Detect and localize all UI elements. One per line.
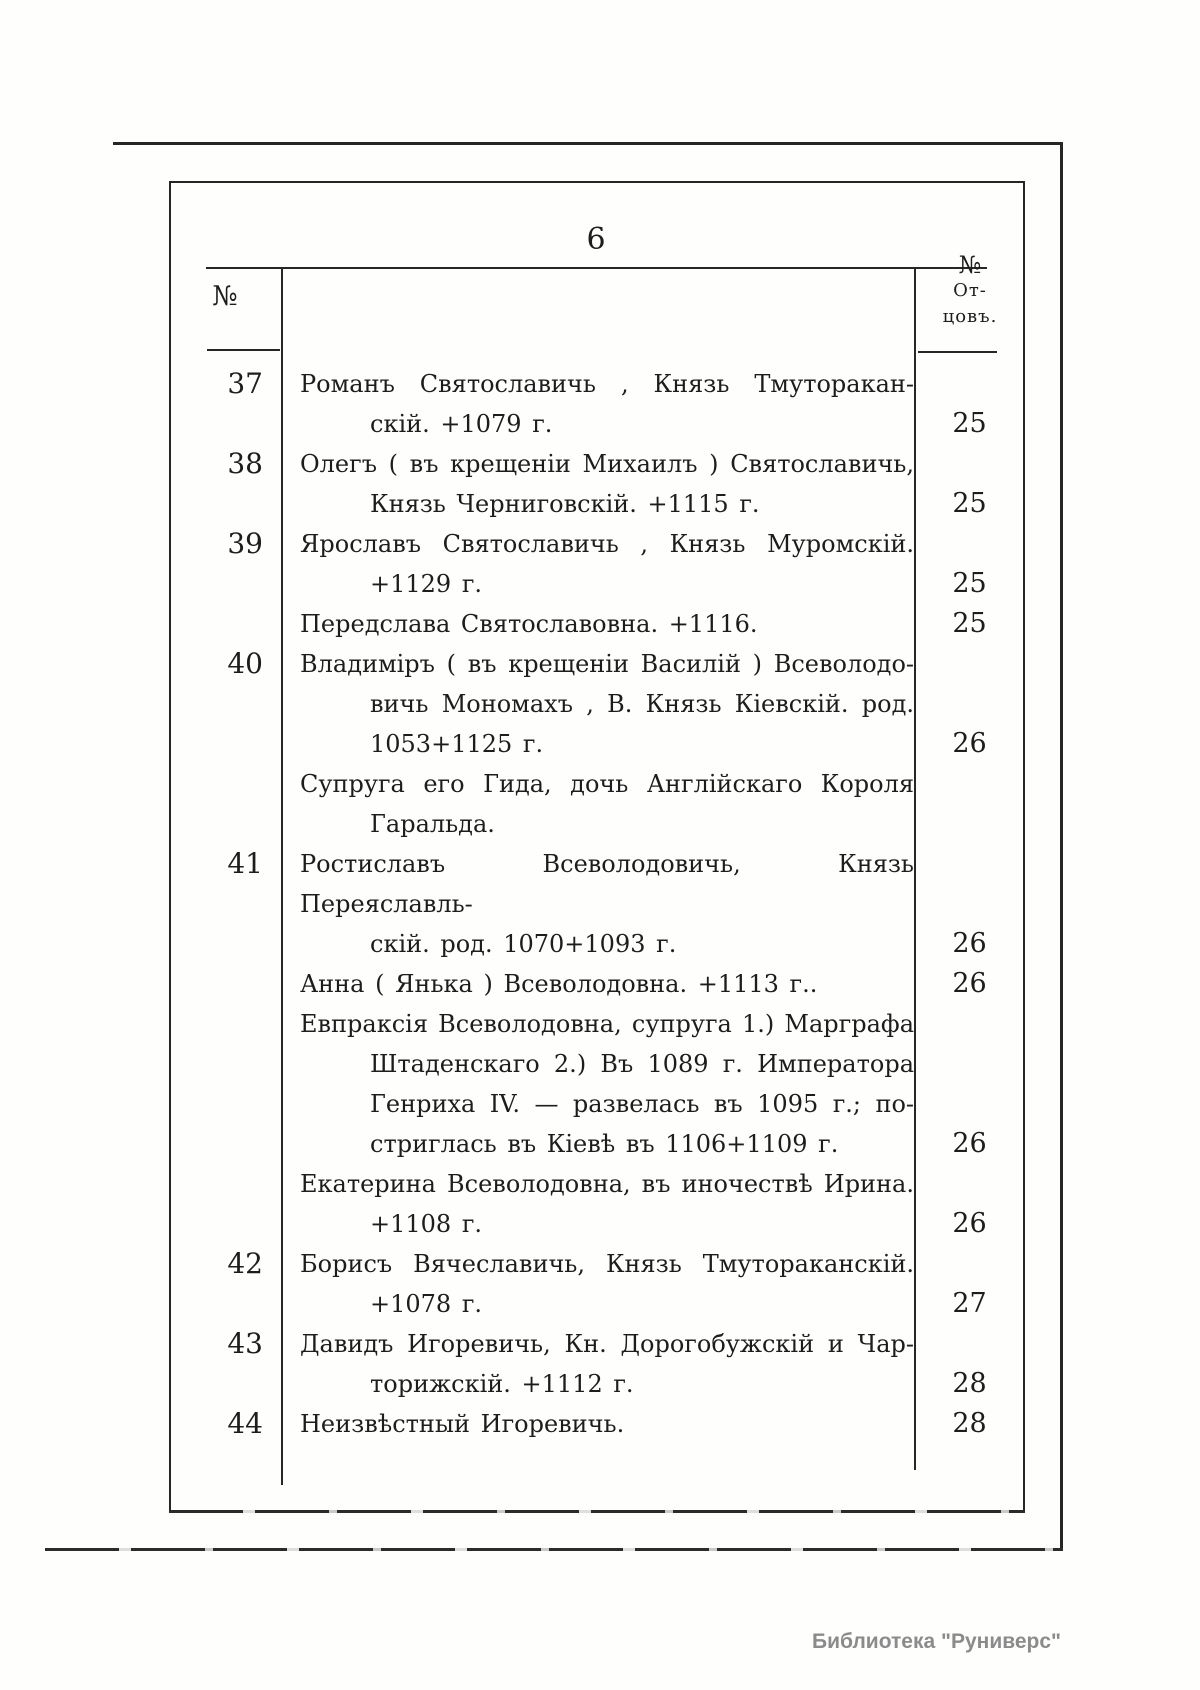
outer-frame-right-line xyxy=(1060,142,1063,1551)
entry-number xyxy=(169,1004,281,1164)
entry-line: Ростиславъ Всеволодовичь, Князь Переяславль- xyxy=(300,850,914,918)
entry-number xyxy=(169,964,281,1004)
entry-line: Штаденскаго 2.) Въ 1089 г. Императора xyxy=(370,1050,914,1078)
page-border-bottom xyxy=(169,1510,1025,1513)
entry-line: Гаральда. xyxy=(370,810,495,838)
table-row xyxy=(169,1324,1025,1404)
entry-text xyxy=(281,364,914,444)
entry-line: Неизвѣстный Игоревичь. xyxy=(300,1410,625,1438)
entry-line: скій. род. 1070+1093 г. xyxy=(370,930,677,958)
library-watermark: Библиотека "Руниверс" xyxy=(812,1630,1062,1653)
entry-number: 43 xyxy=(227,1327,263,1360)
outer-frame-top-line xyxy=(113,142,1063,145)
entry-text xyxy=(281,1164,914,1244)
father-number: 28 xyxy=(952,1408,987,1439)
entry-line: Ярославъ Святославичь , Князь Муромскій. xyxy=(300,530,914,558)
entry-number: 37 xyxy=(227,367,263,400)
page-number: 6 xyxy=(586,222,607,257)
table-row xyxy=(169,604,1025,644)
entry-line: 1053+1125 г. xyxy=(370,730,544,758)
entry-text xyxy=(281,1004,914,1164)
table-row xyxy=(169,1404,1025,1444)
entry-text xyxy=(281,604,914,644)
table-row xyxy=(169,1004,1025,1164)
entry-text xyxy=(281,444,914,524)
entry-number: 44 xyxy=(227,1407,263,1440)
entry-line: +1108 г. xyxy=(370,1210,483,1238)
entry-number xyxy=(169,604,281,644)
father-number: 26 xyxy=(952,968,987,999)
father-number: 26 xyxy=(952,728,987,759)
table-top-rule xyxy=(206,267,987,269)
fathers-column-header xyxy=(916,252,1024,330)
genealogy-entries xyxy=(169,364,1025,1444)
page-border-top xyxy=(169,181,1025,183)
entry-line: +1078 г. xyxy=(370,1290,483,1318)
entry-text xyxy=(281,964,914,1004)
entry-number: 38 xyxy=(227,447,263,480)
number-header-underline xyxy=(207,349,280,351)
father-number: 26 xyxy=(952,1128,987,1159)
entry-line: Евпраксія Всеволодовна, супруга 1.) Марграфа xyxy=(300,1010,914,1038)
table-row xyxy=(169,764,1025,844)
entry-line: торижскій. +1112 г. xyxy=(370,1370,634,1398)
entry-line: Передслава Святославовна. +1116. xyxy=(300,610,758,638)
father-number: 27 xyxy=(952,1288,987,1319)
fathers-header-line1: № xyxy=(958,251,982,279)
entry-line: Давидъ Игоревичь, Кн. Дорогобужскій и Чар- xyxy=(300,1330,914,1358)
entry-line: вичь Мономахъ , В. Князь Кіевскій. род. xyxy=(370,690,914,718)
entry-line: скій. +1079 г. xyxy=(370,410,553,438)
father-number xyxy=(914,764,1025,844)
entry-text xyxy=(281,764,914,844)
table-row xyxy=(169,1164,1025,1244)
father-number: 25 xyxy=(952,408,987,439)
father-number: 26 xyxy=(952,1208,987,1239)
entry-number: 41 xyxy=(227,847,263,880)
entry-text xyxy=(281,644,914,764)
table-row xyxy=(169,1244,1025,1324)
entry-line: Князь Черниговскій. +1115 г. xyxy=(370,490,760,518)
entry-line: стриглась въ Кіевѣ въ 1106+1109 г. xyxy=(370,1130,839,1158)
father-number: 25 xyxy=(952,608,987,639)
fathers-header-line2: От- xyxy=(953,280,987,301)
table-row xyxy=(169,644,1025,764)
entry-text xyxy=(281,1244,914,1324)
father-number: 26 xyxy=(952,928,987,959)
entry-text xyxy=(281,844,914,964)
entry-text xyxy=(281,1324,914,1404)
entry-line: Владиміръ ( въ крещеніи Василій ) Всеволодо- xyxy=(300,650,914,678)
father-number: 28 xyxy=(952,1368,987,1399)
entry-line: Олегъ ( въ крещеніи Михаилъ ) Святославичь, xyxy=(300,450,914,478)
table-row xyxy=(169,844,1025,964)
number-column-header: № xyxy=(212,281,238,312)
table-row xyxy=(169,364,1025,444)
entry-line: Романъ Святославичь , Князь Тмуторакан- xyxy=(300,370,914,398)
outer-frame-bottom-line xyxy=(45,1548,1063,1551)
entry-text xyxy=(281,524,914,604)
entry-line: +1129 г. xyxy=(370,570,483,598)
table-row xyxy=(169,444,1025,524)
entry-number: 40 xyxy=(227,647,263,680)
entry-number: 39 xyxy=(227,527,263,560)
father-number: 25 xyxy=(952,568,987,599)
entry-line: Анна ( Янька ) Всеволодовна. +1113 г.. xyxy=(300,970,818,998)
entry-line: Екатерина Всеволодовна, въ иночествѣ Ирина. xyxy=(300,1170,914,1198)
table-row xyxy=(169,524,1025,604)
entry-text xyxy=(281,1404,914,1444)
entry-number xyxy=(169,764,281,844)
entry-line: Борисъ Вячеславичь, Князь Тмутораканскій. xyxy=(300,1250,914,1278)
entry-number xyxy=(169,1164,281,1244)
entry-line: Генриха IV. — развелась въ 1095 г.; по- xyxy=(370,1090,914,1118)
father-number: 25 xyxy=(952,488,987,519)
fathers-header-line3: цовъ. xyxy=(942,306,998,327)
table-row xyxy=(169,964,1025,1004)
entry-number: 42 xyxy=(227,1247,263,1280)
fathers-header-underline xyxy=(918,351,997,353)
entry-line: Супруга его Гида, дочь Англійскаго Короля xyxy=(300,770,914,798)
